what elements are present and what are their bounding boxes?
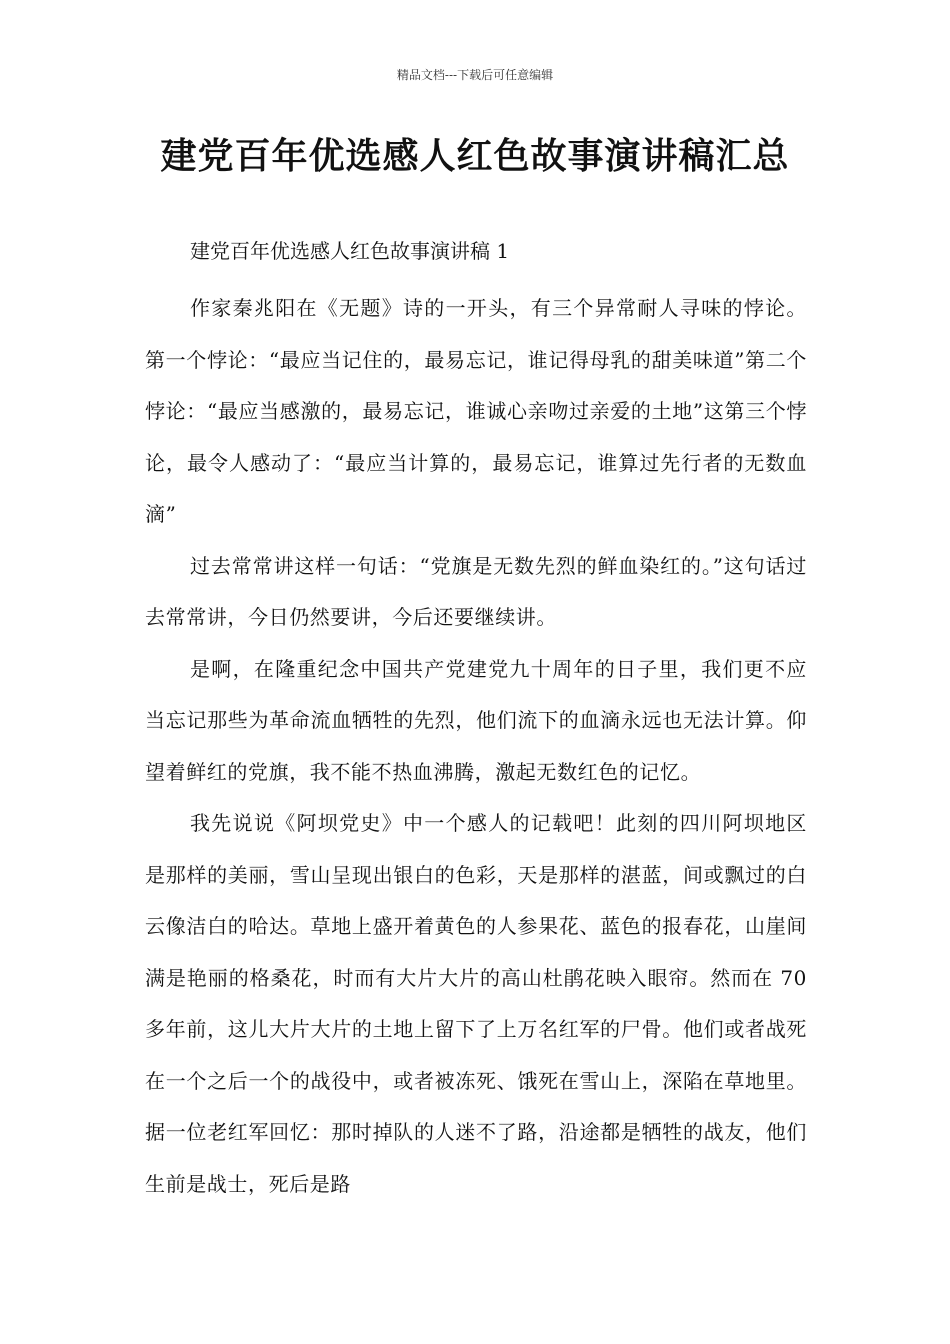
paragraph-1: 作家秦兆阳在《无题》诗的一开头，有三个异常耐人寻味的悖论。第一个悖论：“最应当记住的，最易忘记，谁记得母乳的甜美味道”第二个悖论：“最应当感激的，最易忘记，谁诚心亲吻过亲爱的土地”这第三个悖论，最令人感动了：“最应当计算的，最易忘记，谁算过先行者的无数血滴” [145, 296, 807, 526]
paragraph-3: 是啊，在隆重纪念中国共产党建党九十周年的日子里，我们更不应当忘记那些为革命流血牺牲的先烈，他们流下的血滴永远也无法计算。仰望着鲜红的党旗，我不能不热血沸腾，激起无数红色的记忆。 [145, 656, 807, 784]
paragraph-2: 过去常常讲这样一句话：“党旗是无数先烈的鲜血染红的。”这句话过去常常讲，今日仍然要讲，今后还要继续讲。 [145, 553, 807, 629]
document-body [145, 232, 807, 1210]
header-note: 精品文档---下载后可任意编辑 [396, 68, 554, 82]
section-subtitle: 建党百年优选感人红色故事演讲稿 1 [190, 239, 510, 263]
document-title: 建党百年优选感人红色故事演讲稿汇总 [160, 135, 790, 177]
paragraph-4: 我先说说《阿坝党史》中一个感人的记载吧！此刻的四川阿坝地区是那样的美丽，雪山呈现出银白的色彩，天是那样的湛蓝，间或飘过的白云像洁白的哈达。草地上盛开着黄色的人参果花、蓝色的报春花，山崖间满是艳丽的格桑花，时而有大片大片的高山杜鹃花映入眼帘。然而在 70 多年前，这儿大片大片的土地上留下了上万名红军的尸骨。他们或者战死在一个之后一个的战役中，或者被冻死、饿死在雪山上，深陷在草地里。据一位老红军回忆：那时掉队的人迷不了路，沿途都是牺牲的战友，他们生前是战士，死后是路 [145, 811, 807, 1196]
